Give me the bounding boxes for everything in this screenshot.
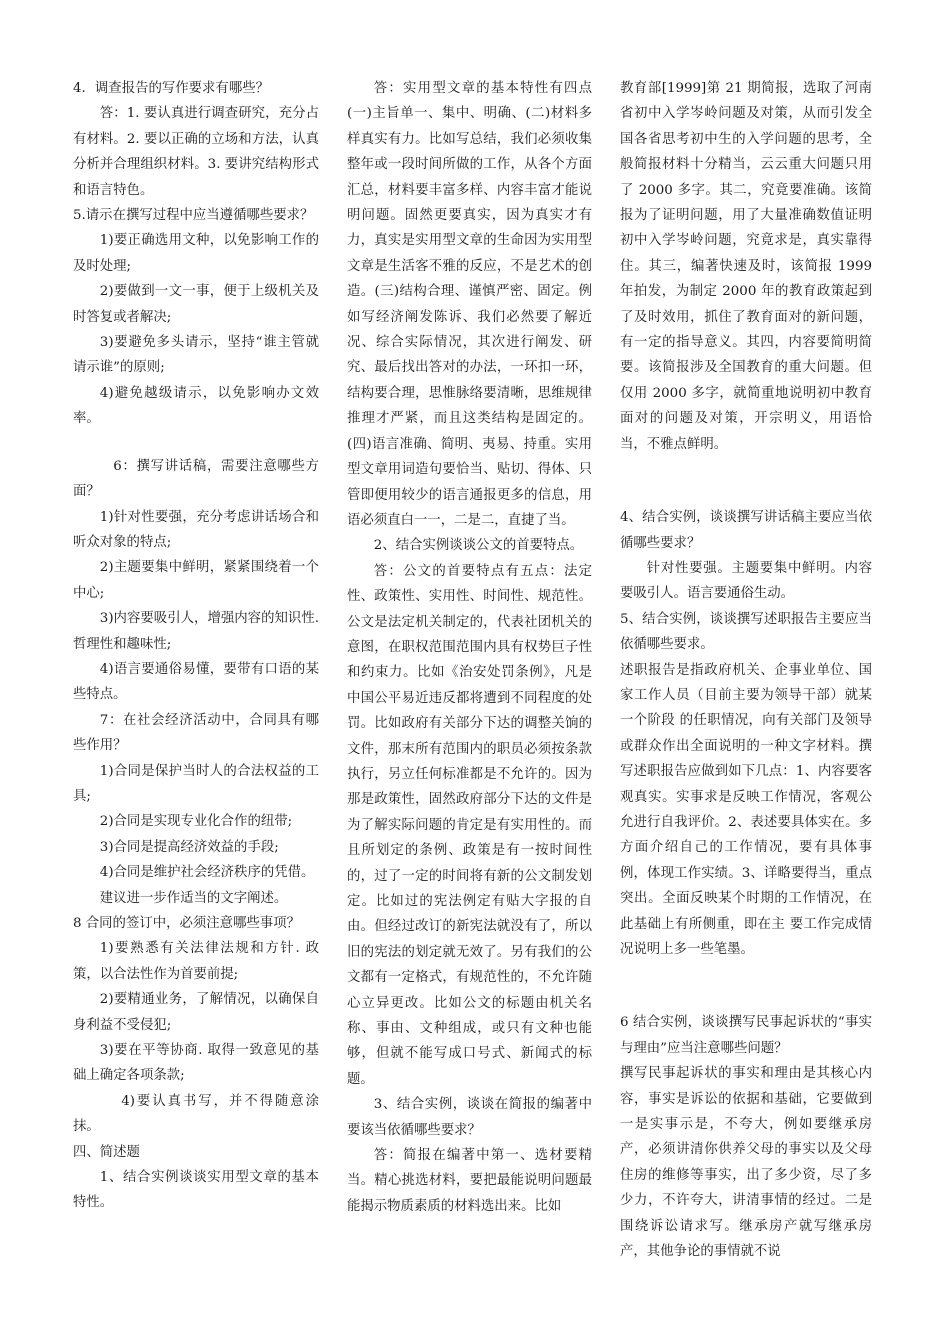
question-8-contract-signing: 8 合同的签订中，必须注意哪些事项？ — [73, 916, 301, 931]
answer-briefing: 答：简报在编著中第一、选材要精当。精心挑选材料，要把最能说明问题最能揭示物质素质的材料选出来。比如 — [347, 1148, 592, 1214]
list-item: 3)要避免多头请示，坚持“谁主管就请示谁”的原则; — [73, 335, 319, 376]
column-middle — [347, 76, 592, 1219]
list-item: 3)合同是提高经济效益的手段; — [99, 839, 279, 855]
note-text: 建议进一步作适当的文字阐述。 — [99, 890, 288, 906]
answer-practical-article: 答：实用型文章的基本特性有四点(一)主旨单一、集中、明确、(二)材料多样真实有力。比如写总结，我们必须收集整年或一段时间所做的工作，从各个方面汇总，材料要丰富多样、内容丰富才能说明问题。固然更要真实，因为真实才有力，真实是实用型文章的生命因为实用型文章是生活客不雅的反应，不是艺术的创造。(三)结构合理、谨慎严密、固定。例如写经济阐发陈诉、我们必然要了解近况、综合实际情况，其次进行阐发、研究、最后找出答对的办法，一环扣一环，结构要合理，思惟脉络要清晰，思维规律推理才严紧，而且这类结构是固定的。(四)语言准确、简明、夷易、持重。实用型文章用词造句要恰当、贴切、得体、只管即便用较少的语言通报更多的信息，用语必须直白一一，二是二，直捷了当。 — [347, 81, 592, 528]
answer-work-report: 述职报告是指政府机关、企事业单位、国家工作人员（目前主要为领导干部）就某一个阶段 的任职情况，向有关部门及领导或群众作出全面说明的一种文字材料。撰写述职报告应做到如下几点：1、内容要客观真实。实事求是反映工作情况，客观公允进行自我评价。2、表述要具体实在。多方面介绍自己的工作情况，要有具体事例，体现工作实绩。3、详略要得当，重点突出。全面反映某个时期的工作情况，在此基础上有所侧重，即在主 要工作完成情况说明上多一些笔墨。 — [620, 662, 872, 957]
list-item: 4)语言要通俗易懂，要带有口语的某些特点。 — [73, 661, 319, 703]
answer-briefing-continued: 教育部[1999]第 21 期简报，选取了河南省初中入学岑岭问题及对策，从而引发全国各省思考初中生的入学问题的思考，全般简报材料十分精当，云云重大问题只用了 2000 多字。其二，究竟要准确。该简报为了证明问题，用了大量准确数值证明初中入学岑岭问题，究竟求是，真实靠得住。其三，编著快速及时，该简报 1999 年拍发，为制定 2000 年的教育政策起到了及时效用，抓住了教育面对的新问题，有一定的指导意义。其四，内容要简明简要。该简报涉及全国教育的重大问题。但仅用 2000 多字，就简重地说明初中教育面对的问题及对策，开宗明义，用语恰当，不雅点鲜明。 — [620, 81, 872, 452]
question-7-contract: 7：在社会经济活动中，合同具有哪些作用？ — [73, 712, 319, 754]
list-item: 3)内容要吸引人，增强内容的知识性. 哲理性和趣味性; — [73, 611, 319, 652]
question-official-document: 2、结合实例谈谈公文的首要特点。 — [373, 538, 584, 554]
question-speech-draft: 4、结合实例，谈谈撰写讲话稿主要应当依循哪些要求？ — [620, 510, 872, 551]
list-item: 3)要在平等协商. 取得一致意见的基础上确定各项条款; — [73, 1043, 319, 1084]
list-item: 1)针对性要强，充分考虑讲话场合和听众对象的特点; — [73, 509, 319, 550]
column-right — [620, 76, 872, 1264]
list-item: 4)合同是维护社会经济秩序的凭借。 — [99, 865, 315, 881]
question-6-speech: 6：撰写讲话稿，需要注意哪些方面？ — [73, 458, 319, 500]
column-left — [73, 76, 319, 1216]
list-item: 1)要正确选用文种，以免影响工作的及时处理; — [73, 233, 319, 274]
list-item: 4)要认真书写，并不得随意涂抹。 — [73, 1093, 319, 1135]
list-item: 1)要熟悉有关法律法规和方针. 政策，以合法性作为首要前提; — [73, 941, 319, 982]
answer-speech-draft: 针对性要强。主题要集中鲜明。内容要吸引人。语言要通俗生动。 — [620, 560, 872, 602]
answer-civil-complaint: 撰写民事起诉状的事实和理由是其核心内容，事实是诉讼的依据和基础，它要做到一是实事示是，不夸大，例如要继承房产，必须讲清你供养父母的事实以及父母住房的维修等事实，出了多少资，尽了多少力，不许夸大，讲清事情的经过。二是围绕诉讼请求写。继承房产就写继承房产，其他争论的事情就不说 — [620, 1066, 872, 1260]
list-item: 4)避免越级请示，以免影响办文效率。 — [73, 385, 319, 427]
list-item: 2)合同是实现专业化合作的纽带; — [99, 814, 293, 830]
question-5-request: 5.请示在撰写过程中应当遵循哪些要求？ — [73, 208, 314, 224]
list-item: 2)要做到一文一事，便于上级机关及时答复或者解决; — [73, 284, 319, 325]
question-practical-article: 1、结合实例谈谈实用型文章的基本特性。 — [73, 1170, 319, 1211]
answer-official-document: 答：公文的首要特点有五点：法定性、政策性、实用性、时间性、规范性。公文是法定机关制定的，代表社团机关的意图，在职权范围范围内具有权势巨子性和约束力。比如《治安处罚条例》，凡是中国公平易近违反都将遭到不同程度的处罚。比如政府有关部分下达的调整关饷的文件，那末所有范围内的职员必须按条款执行，另立任何标准都是不允许的。因为那是政策性，固然政府部分下达的文件是为了解实际问题的肯定是有实用性的。而且所划定的条例、政策是有一按时间性的，过了一定的时间将有新的公文制发划定。比如过的宪法例定有贴大字报的自由。但经过改订的新宪法就没有了，所以旧的宪法的划定就无效了。另有我们的公文都有一定格式，有规范性的，不允许随心立异更改。比如公文的标题由机关名称、事由、文种组成，或只有文种也能够，但就不能写成口号式、新闻式的标题。 — [347, 563, 592, 1087]
list-item: 2)主题要集中鲜明，紧紧围绕着一个中心; — [73, 560, 319, 601]
question-briefing: 3、结合实例，谈谈在简报的编著中要该当依循哪些要求？ — [347, 1097, 592, 1138]
answer-4: 答：1. 要认真进行调查研究，充分占有材料。2. 要以正确的立场和方法，认真分析并合理组织材料。3. 要讲究结构形式和语言特色。 — [73, 106, 319, 198]
list-item: 2)要精通业务，了解情况，以确保自身利益不受侵犯; — [73, 992, 319, 1033]
section-heading-short-answer: 四、简述题 — [73, 1144, 140, 1160]
list-item: 1)合同是保护当时人的合法权益的工具; — [73, 763, 319, 804]
question-civil-complaint: 6 结合实例，谈谈撰写民事起诉状的“事实与理由”应当注意哪些问题？ — [620, 1015, 872, 1056]
question-work-report: 5、结合实例，谈谈撰写述职报告主要应当依循哪些要求。 — [620, 611, 872, 653]
question-4-survey-report: 4．调查报告的写作要求有哪些？ — [73, 81, 269, 96]
